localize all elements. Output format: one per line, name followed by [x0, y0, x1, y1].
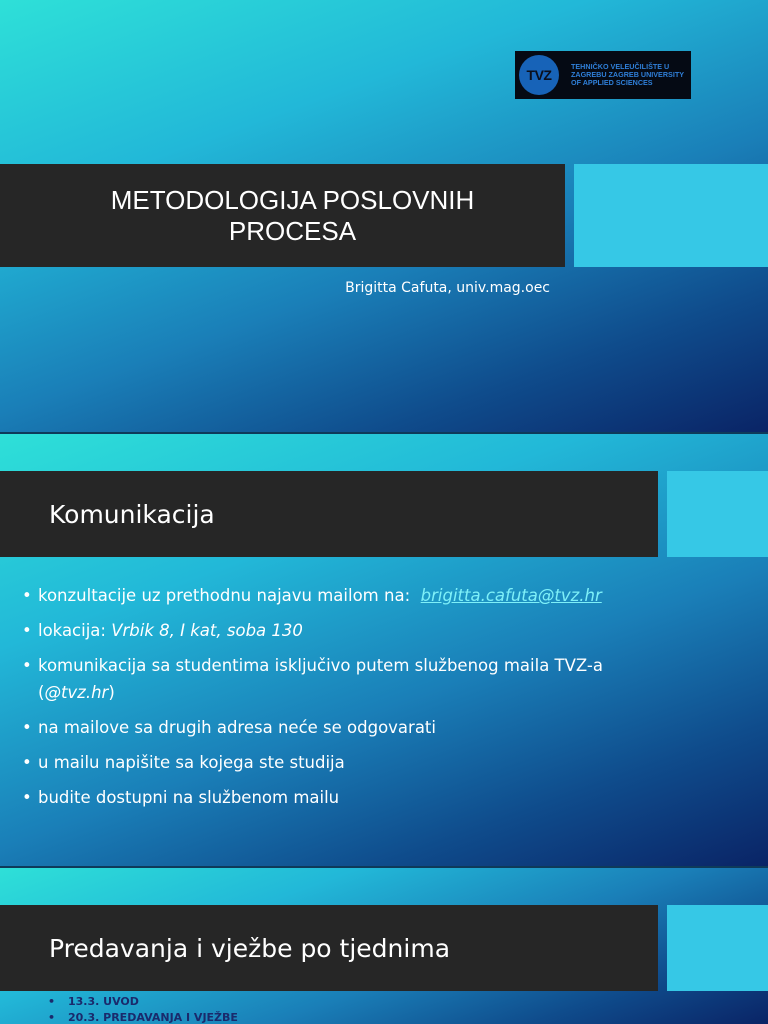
slide-title-line-2: PROCESA: [228, 215, 357, 246]
logo-mark: [519, 55, 559, 95]
domain-text: @tvz.hr: [44, 683, 109, 702]
paren-open: (: [38, 683, 45, 702]
list-item: [22, 784, 662, 811]
bullet-list: [22, 582, 662, 819]
author-subtitle: Brigitta Cafuta, univ.mag.oec: [345, 280, 550, 296]
heading-bar: [0, 471, 658, 557]
list-item: [48, 1010, 238, 1024]
logo-line-3: OF APPLIED SCIENCES: [571, 78, 653, 87]
logo-line-1: TEHNIČKO VELEUČILIŠTE U: [571, 62, 670, 71]
title-slide: [0, 0, 768, 432]
bullet-icon: •: [48, 995, 56, 1008]
accent-block: [574, 164, 768, 267]
list-item: [22, 652, 662, 706]
bullet-icon: •: [22, 788, 32, 807]
list-item-text: 20.3. PREDAVANJA I VJEŽBE: [68, 1011, 238, 1024]
logo-mark-text: TVZ: [526, 67, 552, 83]
list-item-text: na mailove sa drugih adresa neće se odgovarati: [38, 718, 436, 737]
list-item: [22, 714, 662, 741]
accent-block: [667, 905, 768, 991]
bullet-icon: •: [22, 621, 32, 640]
list-item-text: budite dostupni na službenom mailu: [38, 788, 340, 807]
list-item: [22, 749, 662, 776]
location-value: Vrbik 8, I kat, soba 130: [111, 621, 303, 640]
schedule-slide: [0, 868, 768, 1024]
list-item-label: lokacija:: [38, 621, 106, 640]
bullet-icon: •: [48, 1011, 56, 1024]
communication-slide: [0, 434, 768, 866]
title-bar: [0, 164, 565, 267]
schedule-list: [48, 994, 238, 1024]
list-item: [22, 582, 662, 609]
bullet-icon: •: [22, 753, 32, 772]
paren-close: ): [108, 683, 115, 702]
slide-heading: Komunikacija: [49, 499, 215, 529]
email-link[interactable]: brigitta.cafuta@tvz.hr: [420, 586, 602, 605]
accent-block: [667, 471, 768, 557]
list-item-text: komunikacija sa studentima isključivo putem službenog maila TVZ-a: [38, 656, 603, 675]
tvz-logo: [515, 51, 691, 99]
logo-text: [571, 63, 684, 87]
slide-title-line-1: METODOLOGIJA POSLOVNIH: [110, 184, 475, 215]
bullet-icon: •: [22, 586, 32, 605]
bullet-icon: •: [22, 718, 32, 737]
heading-bar: [0, 905, 658, 991]
list-item-text: 13.3. UVOD: [68, 995, 139, 1008]
slide-title: [83, 185, 503, 247]
bullet-icon: •: [22, 656, 32, 675]
list-item-text: konzultacije uz prethodnu najavu mailom na:: [38, 586, 411, 605]
logo-line-2: ZAGREBU ZAGREB UNIVERSITY: [571, 70, 685, 79]
list-item: [48, 994, 238, 1010]
list-item: [22, 617, 662, 644]
list-item-text: u mailu napišite sa kojega ste studija: [38, 753, 345, 772]
slide-heading: Predavanja i vježbe po tjednima: [49, 933, 451, 963]
